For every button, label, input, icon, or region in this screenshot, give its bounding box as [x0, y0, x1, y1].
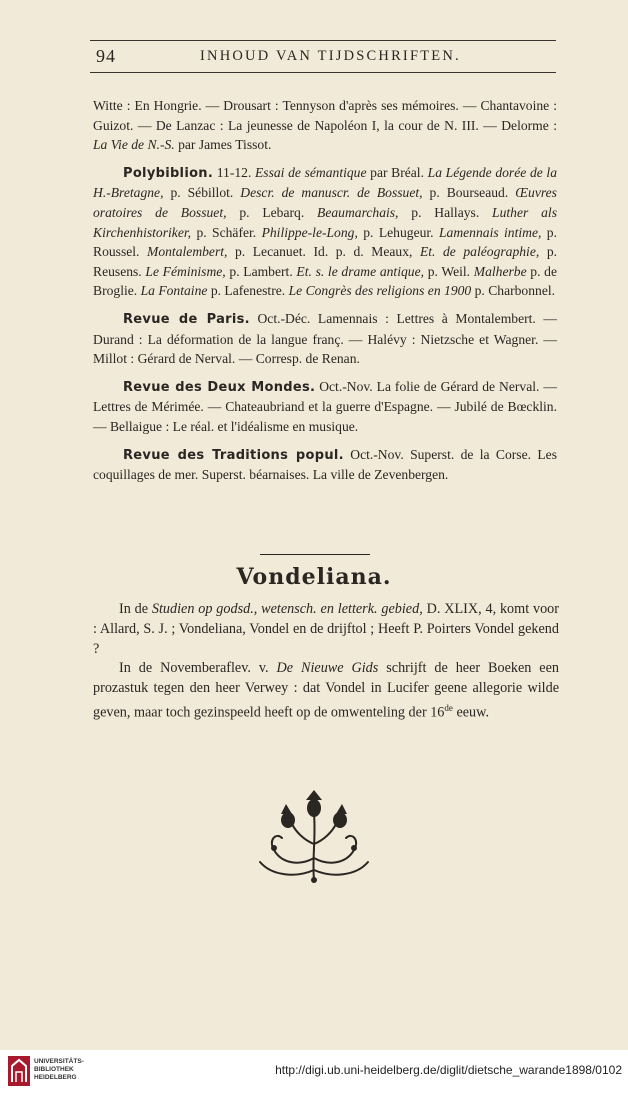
paragraph: In de Studien op godsd., wetensch. en letterk. gebied, D. XLIX, 4, komt voor : Allard, S. J. ; Vondeliana, Vondel en de drijftol ; Heeft P. Poirters Vondel gekend ? [93, 601, 559, 657]
journal-title: Polybiblion. [123, 165, 214, 181]
entry-revue-des-traditions: Revue des Traditions popul. Oct.-Nov. Superst. de la Corse. Les coquillages de mer. Superst. béarnaises. La ville de Zevenbergen. [93, 446, 557, 483]
continuation-entry: Witte : En Hongrie. — Drousart : Tennyson d'après ses mémoires. — Chantavoine : Guizot. — De Lanzac : La jeunesse de Napoléon I, la cour de N. III. — Delorme : La Vie de N.-S. par James Tissot. [93, 98, 557, 153]
journal-index-text [93, 96, 557, 485]
library-name: UNIVERSITÄTS- BIBLIOTHEK HEIDELBERG [34, 1058, 84, 1081]
thistle-ornament-icon [252, 788, 376, 884]
header-rule-top [90, 40, 556, 41]
journal-title: Revue des Deux Mondes. [123, 379, 316, 395]
vondeliana-text [93, 600, 559, 724]
entry-revue-de-paris: Revue de Paris. Oct.-Déc. Lamennais : Lettres à Montalembert. — Durand : La déformation de la langue franç. — Halévy : Nietzsche et Wagner. — Millot : Gérard de Nerval. — Corresp. de Renan. [93, 310, 557, 367]
journal-title: Revue des Traditions popul. [123, 447, 344, 463]
paragraph: In de Novemberaflev. v. De Nieuwe Gids schrijft de heer Boeken een prozastuk tegen den heer Verwey : dat Vondel in Lucifer geene allegorie wilde geven, maar toch gezinspeeld heeft op de omwenteling der 16de eeuw. [93, 660, 559, 721]
section-title: Vondeliana. [236, 564, 392, 590]
heidelberg-library-logo-icon [8, 1056, 30, 1086]
page-number: 94 [96, 46, 116, 66]
library-footer [0, 1050, 628, 1093]
page-header [90, 44, 556, 70]
journal-title: Revue de Paris. [123, 311, 250, 327]
section-divider [260, 554, 370, 555]
permalink-url[interactable]: http://digi.ub.uni-heidelberg.de/diglit/dietsche_warande1898/0102 [275, 1063, 622, 1077]
entry-revue-des-deux-mondes: Revue des Deux Mondes. Oct.-Nov. La folie de Gérard de Nerval. — Lettres de Mérimée. — Chateaubriand et la guerre d'Espagne. — Jubilé de Bœcklin. — Bellaigue : Le réal. et l'idéalisme en musique. [93, 378, 557, 434]
running-head: INHOUD VAN TIJDSCHRIFTEN. [200, 48, 461, 64]
header-rule-bottom [90, 72, 556, 73]
entry-polybiblion: Polybiblion. 11-12. Essai de sémantique par Bréal. La Légende dorée de la H.-Bretagne, p. Sébillot. Descr. de manuscr. de Bossuet, p. Bourseaud. Œuvres oratoires de Bossuet, p. Lebarq. Beaumarchais, p. Hallays. Luther als Kirchenhistoriker, p. Schäfer. Philippe-le-Long, p. Lehugeur. Lamennais intime, p. Roussel. Montalembert, p. Lecanuet. Id. p. d. Meaux, Et. de paléographie, p. Reusens. Le Féminisme, p. Lambert. Et. s. le drame antique, p. Weil. Malherbe p. de Broglie. La Fontaine p. Lafenestre. Le Congrès des religions en 1900 p. Charbonnel. [93, 164, 558, 299]
